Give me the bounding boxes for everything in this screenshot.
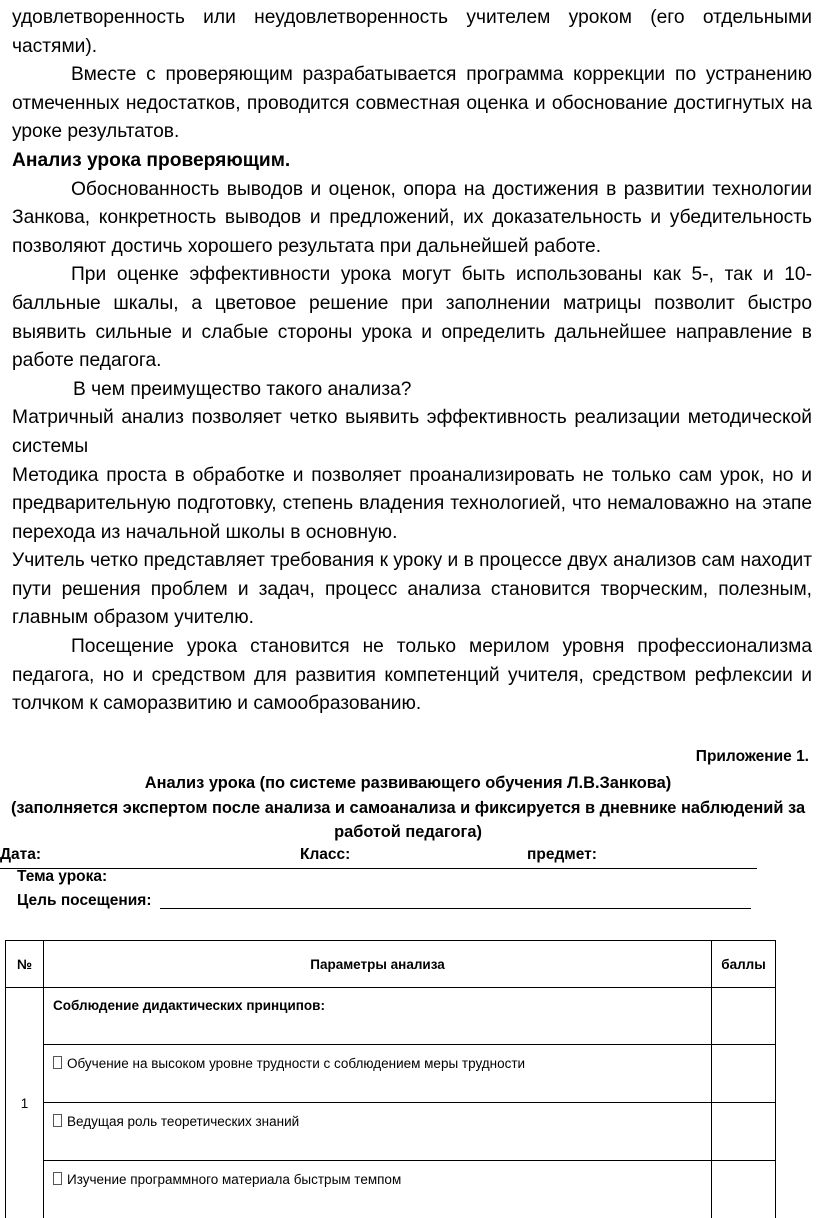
paragraph-method-simple: Методика проста в обработке и позволяет проанализировать не только сам урок, но и предварительную подготовку, степень владения технологией, что немаловажно на этапе перехода из начальной школы в основную.	[12, 462, 812, 548]
paragraph-visit: Посещение урока становится не только мерилом уровня профессионализма педагога, но и средством для развития компетенций учителя, средством рефлексии и толчком к саморазвитию и самообразованию.	[12, 633, 812, 719]
score-cell[interactable]	[712, 1161, 776, 1218]
checkbox-icon	[53, 1056, 62, 1069]
appendix-subtitle: (заполняется экспертом после анализа и самоанализа и фиксируется в дневнике наблюдений за работой педагога)	[0, 796, 816, 844]
paragraph-scales: При оценке эффективности урока могут быть использованы как 5-, так и 10-балльные шкалы, а цветовое решение при заполнении матрицы позволит быстро выявить сильные и слабые стороны урока и определить дальнейшее направление в работе педагога.	[12, 261, 812, 375]
group-number: 1	[6, 988, 44, 1218]
goal-field	[17, 892, 751, 912]
table-row	[6, 988, 776, 1045]
score-cell[interactable]	[712, 988, 776, 1045]
topic-label: Тема урока:	[17, 868, 107, 886]
body-text	[12, 4, 812, 719]
table-row	[6, 1103, 776, 1161]
class-label: Класс:	[300, 846, 350, 864]
checkbox-icon	[53, 1114, 62, 1127]
score-cell[interactable]	[712, 1045, 776, 1103]
paragraph-matrix-analysis: Матричный анализ позволяет четко выявить эффективность реализации методической системы	[12, 404, 812, 461]
group-title: Соблюдение дидактических принципов:	[44, 988, 712, 1045]
table-header-row	[6, 941, 776, 988]
date-class-subject-line	[0, 846, 757, 869]
paragraph-continuation: удовлетворенность или неудовлетворенность учителем уроком (его отдельными частями).	[12, 4, 812, 61]
analysis-table	[5, 940, 776, 1218]
paragraph-correction-program: Вместе с проверяющим разрабатывается программа коррекции по устранению отмеченных недостатков, проводится совместная оценка и обоснование достигнутых на уроке результатов.	[12, 61, 812, 147]
score-cell[interactable]	[712, 1103, 776, 1161]
appendix-title: Анализ урока (по системе развивающего обучения Л.В.Занкова)	[0, 771, 816, 795]
header-score: баллы	[712, 941, 776, 988]
paragraph-validity: Обоснованность выводов и оценок, опора на достижения в развитии технологии Занкова, конкретность выводов и предложений, их доказательность и убедительность позволяют достичь хорошего результата при дальнейшей работе.	[12, 176, 812, 262]
header-number: №	[6, 941, 44, 988]
parameter-item: Изучение программного материала быстрым темпом	[44, 1161, 712, 1218]
section-heading: Анализ урока проверяющим.	[12, 147, 812, 176]
table-row	[6, 1045, 776, 1103]
parameter-item: Ведущая роль теоретических знаний	[44, 1103, 712, 1161]
subject-label: предмет:	[527, 846, 597, 864]
table-row	[6, 1161, 776, 1218]
goal-label: Цель посещения:	[17, 892, 151, 910]
date-label: Дата:	[0, 846, 41, 864]
paragraph-question: В чем преимущество такого анализа?	[12, 376, 812, 405]
checkbox-icon	[53, 1172, 62, 1185]
header-parameters: Параметры анализа	[44, 941, 712, 988]
paragraph-teacher-requirements: Учитель четко представляет требования к уроку и в процессе двух анализов сам находит пути решения проблем и задач, процесс анализа становится творческим, полезным, главным образом учителю.	[12, 547, 812, 633]
goal-underline	[160, 908, 751, 909]
appendix-label: Приложение 1.	[696, 748, 809, 766]
parameter-item: Обучение на высоком уровне трудности с соблюдением меры трудности	[44, 1045, 712, 1103]
